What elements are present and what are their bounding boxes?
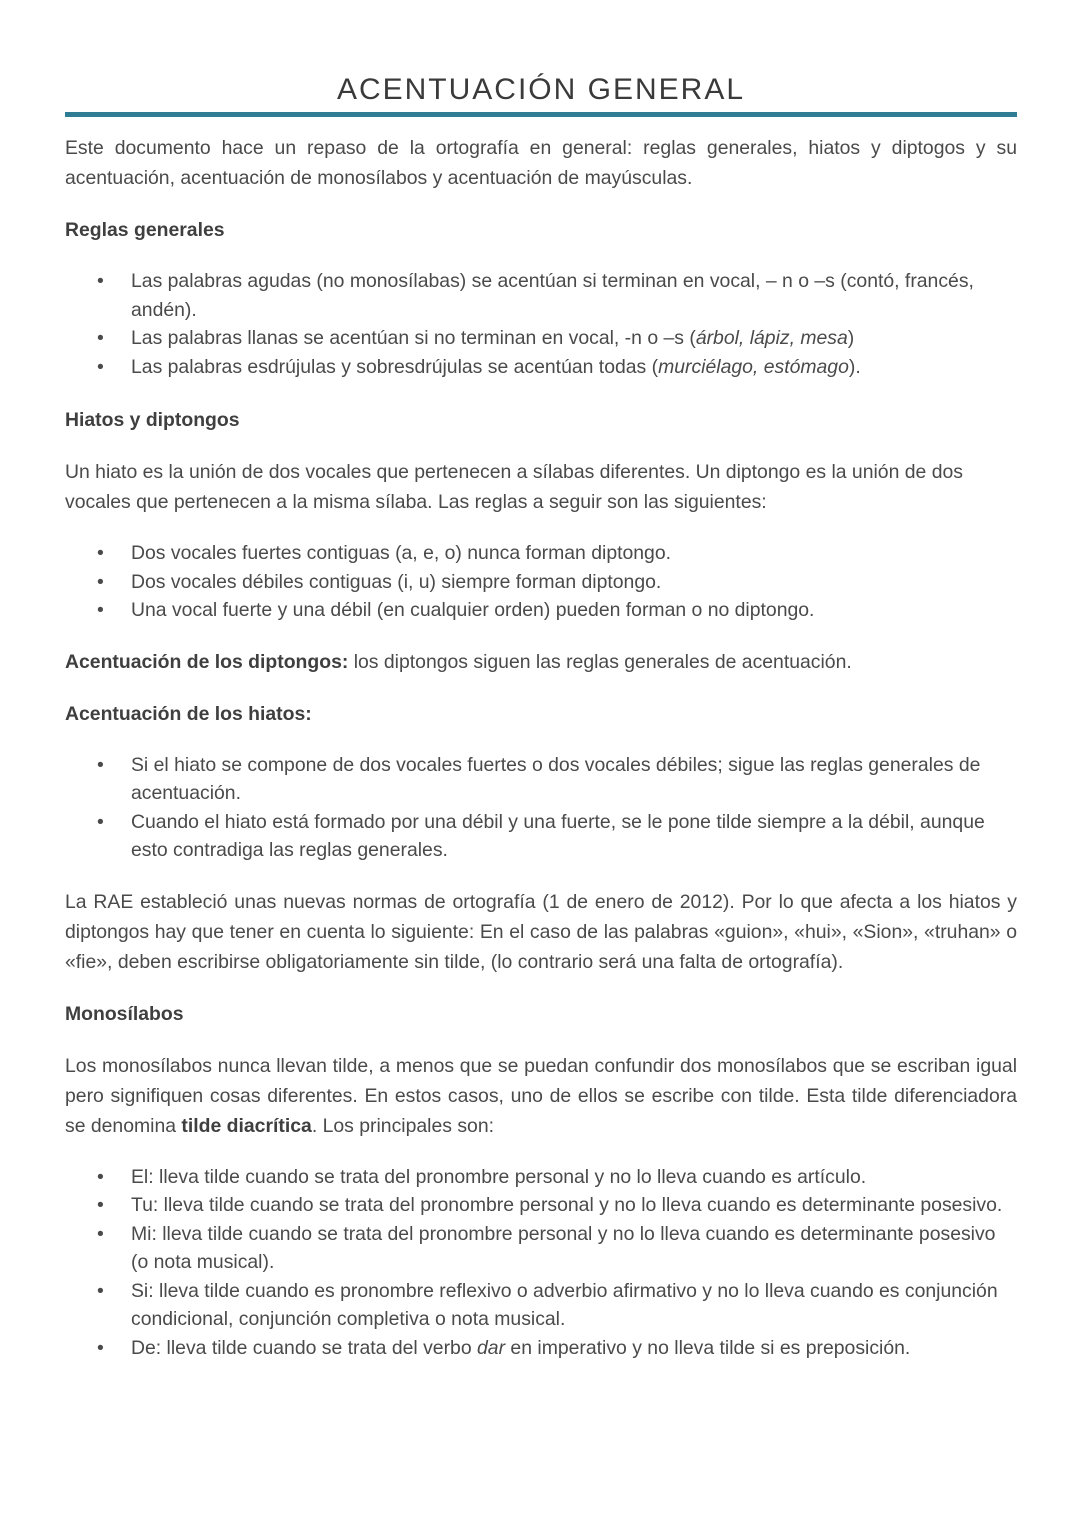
list-item: • El: lleva tilde cuando se trata del pronombre personal y no lo lleva cuando es artículo. <box>65 1163 1017 1192</box>
acentuacion-hiatos-list <box>65 751 1017 865</box>
reglas-list <box>65 267 1017 381</box>
monosilabos-list <box>65 1163 1017 1363</box>
bullet-icon: • <box>97 810 104 833</box>
list-item: • Tu: lleva tilde cuando se trata del pronombre personal y no lo lleva cuando es determinante posesivo. <box>65 1191 1017 1220</box>
bullet-icon: • <box>97 599 104 621</box>
list-item: • Las palabras esdrújulas y sobresdrújulas se acentúan todas (murciélago, estómago). <box>65 353 1017 382</box>
list-item: • Una vocal fuerte y una débil (en cualquier orden) pueden forman o no diptongo. <box>65 596 1017 625</box>
intro-paragraph: Este documento hace un repaso de la ortografía en general: reglas generales, hiatos y diptogos y su acentuación, acentuación de monosílabos y acentuación de mayúsculas. <box>65 137 1017 189</box>
list-item: • Las palabras agudas (no monosílabas) se acentúan si terminan en vocal, – n o –s (contó, francés, andén). <box>65 267 1017 324</box>
list-item: • Si el hiato se compone de dos vocales fuertes o dos vocales débiles; sigue las reglas generales de acentuación. <box>65 751 1017 808</box>
section-heading-hiatos: Hiatos y diptongos <box>65 409 240 431</box>
bullet-icon: • <box>97 1336 104 1359</box>
document-page <box>65 0 1017 1362</box>
section-heading-reglas: Reglas generales <box>65 219 225 241</box>
section-heading-monosilabos: Monosílabos <box>65 1002 184 1025</box>
section-heading-acentuacion-hiatos: Acentuación de los hiatos: <box>65 702 312 725</box>
bullet-icon: • <box>97 570 104 593</box>
page-title: ACENTUACIÓN GENERAL <box>336 73 746 106</box>
bullet-icon: • <box>97 327 104 349</box>
hiatos-list <box>65 539 1017 625</box>
list-item: • Dos vocales débiles contiguas (i, u) siempre forman diptongo. <box>65 568 1017 597</box>
bullet-icon: • <box>97 753 104 776</box>
bullet-icon: • <box>97 542 104 564</box>
list-item: • Mi: lleva tilde cuando se trata del pronombre personal y no lo lleva cuando es determinante posesivo (o nota musical). <box>65 1220 1017 1277</box>
list-item: • De: lleva tilde cuando se trata del verbo dar en imperativo y no lleva tilde si es preposición. <box>65 1334 1017 1363</box>
bullet-icon: • <box>97 1165 104 1188</box>
bullet-icon: • <box>97 1279 104 1302</box>
title-divider <box>65 112 1017 117</box>
bullet-icon: • <box>97 270 104 292</box>
list-item: • Las palabras llanas se acentúan si no terminan en vocal, -n o –s (árbol, lápiz, mesa) <box>65 324 1017 353</box>
bullet-icon: • <box>97 355 104 378</box>
hiatos-paragraph: Un hiato es la unión de dos vocales que pertenecen a sílabas diferentes. Un diptongo es la unión de dos vocales que pertenecen a la misma sílaba. Las reglas a seguir son las siguientes: <box>65 461 963 513</box>
bullet-icon: • <box>97 1194 104 1216</box>
bullet-icon: • <box>97 1222 104 1245</box>
list-item: • Dos vocales fuertes contiguas (a, e, o) nunca forman diptongo. <box>65 539 1017 568</box>
acentuacion-diptongos-label: Acentuación de los diptongos: <box>65 650 349 673</box>
list-item: • Si: lleva tilde cuando es pronombre reflexivo o adverbio afirmativo y no lo lleva cuando es conjunción condicional, conjunción completiva o nota musical. <box>65 1277 1017 1334</box>
list-item: • Cuando el hiato está formado por una débil y una fuerte, se le pone tilde siempre a la débil, aunque esto contradiga las reglas generales. <box>65 808 1017 865</box>
monosilabos-paragraph: Los monosílabos nunca llevan tilde, a menos que se puedan confundir dos monosílabos que se escriban igual pero signifiquen cosas diferentes. En estos casos, uno de ellos se escribe con tilde. Esta tilde diferenciadora se denomina tilde diacrítica. Los principales son: <box>65 1054 1017 1137</box>
rae-paragraph: La RAE estableció unas nuevas normas de ortografía (1 de enero de 2012). Por lo que afecta a los hiatos y diptongos hay que tener en cuenta lo siguiente: En el caso de las palabras «guion», «hui», «Sion», «truhan» o «fie», deben escribirse obligatoriamente sin tilde, (lo contrario será una falta de ortografía). <box>65 890 1017 973</box>
acentuacion-diptongos-paragraph: Acentuación de los diptongos: los diptongos siguen las reglas generales de acentuación. <box>65 650 852 673</box>
